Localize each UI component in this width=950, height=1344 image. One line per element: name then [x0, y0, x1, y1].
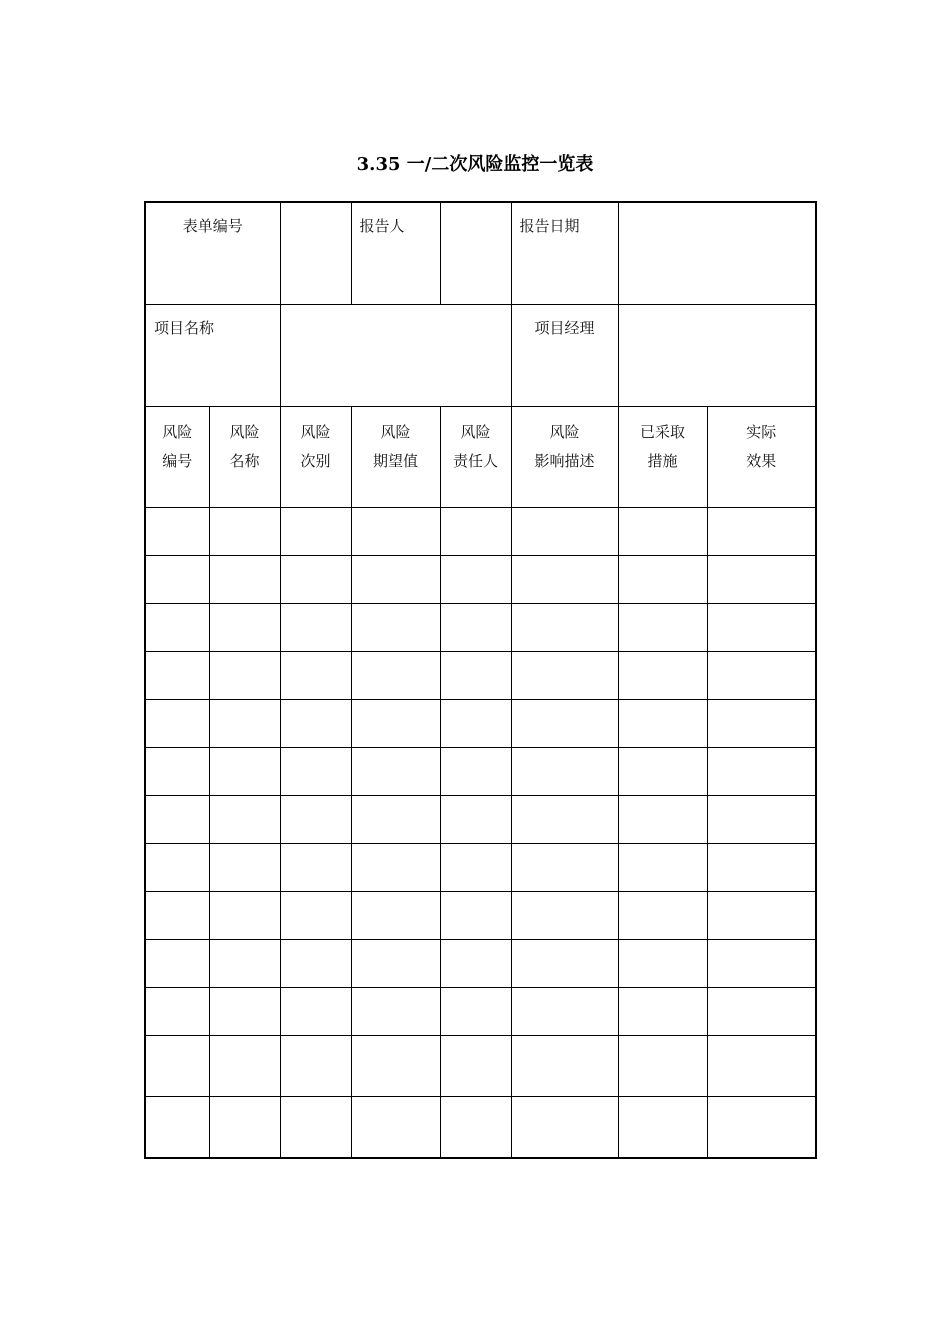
table-cell[interactable]	[440, 748, 511, 796]
data-rows	[145, 508, 816, 1159]
table-cell[interactable]	[618, 652, 707, 700]
table-cell[interactable]	[511, 652, 618, 700]
project-info-row	[145, 305, 816, 407]
table-cell[interactable]	[440, 700, 511, 748]
table-cell[interactable]	[707, 556, 816, 604]
table-cell[interactable]	[618, 604, 707, 652]
table-cell[interactable]	[209, 988, 280, 1036]
table-cell[interactable]	[280, 700, 351, 748]
table-cell[interactable]	[440, 1036, 511, 1097]
table-row	[145, 508, 816, 556]
page-title: 3.35 一/二次风险监控一览表	[356, 154, 594, 175]
table-cell[interactable]	[707, 652, 816, 700]
table-cell[interactable]	[707, 508, 816, 556]
table-cell[interactable]	[280, 844, 351, 892]
table-cell[interactable]	[707, 844, 816, 892]
table-cell[interactable]	[618, 1036, 707, 1097]
table-cell[interactable]	[351, 556, 440, 604]
table-cell[interactable]	[145, 892, 209, 940]
table-cell[interactable]	[145, 604, 209, 652]
table-cell[interactable]	[145, 508, 209, 556]
table-cell[interactable]	[511, 700, 618, 748]
table-cell[interactable]	[209, 508, 280, 556]
table-row	[145, 796, 816, 844]
table-cell[interactable]	[618, 748, 707, 796]
table-cell[interactable]	[145, 748, 209, 796]
table-cell[interactable]	[145, 1036, 209, 1097]
column-header: 风险 期望值	[351, 407, 440, 508]
table-cell[interactable]	[707, 988, 816, 1036]
table-row	[145, 748, 816, 796]
project-manager-field[interactable]	[618, 305, 816, 407]
column-header: 实际 效果	[707, 407, 816, 508]
table-cell[interactable]	[145, 556, 209, 604]
table-cell[interactable]	[618, 1097, 707, 1159]
table-row	[145, 988, 816, 1036]
table-cell[interactable]	[511, 748, 618, 796]
table-cell[interactable]	[351, 892, 440, 940]
table-cell[interactable]	[280, 604, 351, 652]
table-cell[interactable]	[707, 892, 816, 940]
table-cell[interactable]	[511, 940, 618, 988]
column-header: 风险 编号	[145, 407, 209, 508]
table-cell[interactable]	[618, 844, 707, 892]
table-cell[interactable]	[511, 1036, 618, 1097]
project-manager-label: 项目经理	[511, 305, 618, 407]
table-cell[interactable]	[707, 940, 816, 988]
table-cell[interactable]	[280, 652, 351, 700]
table-cell[interactable]	[351, 508, 440, 556]
column-header-row	[145, 407, 816, 508]
table-cell[interactable]	[145, 1097, 209, 1159]
table-cell[interactable]	[209, 844, 280, 892]
table-cell[interactable]	[280, 892, 351, 940]
table-cell[interactable]	[209, 940, 280, 988]
table-cell[interactable]	[280, 556, 351, 604]
table-cell[interactable]	[351, 796, 440, 844]
table-cell[interactable]	[511, 844, 618, 892]
table-cell[interactable]	[440, 796, 511, 844]
table-cell[interactable]	[351, 1036, 440, 1097]
table-cell[interactable]	[440, 556, 511, 604]
table-cell[interactable]	[351, 940, 440, 988]
table-cell[interactable]	[707, 1097, 816, 1159]
table-row	[145, 940, 816, 988]
table-cell[interactable]	[511, 508, 618, 556]
table-cell[interactable]	[618, 796, 707, 844]
reporter-field[interactable]	[440, 202, 511, 305]
table-cell[interactable]	[440, 604, 511, 652]
form-no-label: 表单编号	[145, 202, 280, 305]
table-row	[145, 1097, 816, 1159]
table-cell[interactable]	[618, 556, 707, 604]
form-info-row	[145, 202, 816, 305]
table-cell[interactable]	[145, 844, 209, 892]
table-cell[interactable]	[351, 652, 440, 700]
table-cell[interactable]	[209, 748, 280, 796]
table-cell[interactable]	[145, 940, 209, 988]
table-cell[interactable]	[440, 652, 511, 700]
table-cell[interactable]	[280, 1036, 351, 1097]
table-row	[145, 556, 816, 604]
form-no-field[interactable]	[280, 202, 351, 305]
table-cell[interactable]	[209, 700, 280, 748]
project-name-field[interactable]	[280, 305, 511, 407]
column-header: 风险 次别	[280, 407, 351, 508]
column-header: 风险 影响描述	[511, 407, 618, 508]
table-cell[interactable]	[280, 748, 351, 796]
table-cell[interactable]	[209, 1036, 280, 1097]
column-header: 风险 名称	[209, 407, 280, 508]
column-header: 已采取 措施	[618, 407, 707, 508]
table-cell[interactable]	[511, 892, 618, 940]
table-cell[interactable]	[145, 988, 209, 1036]
table-cell[interactable]	[511, 1097, 618, 1159]
table-cell[interactable]	[209, 796, 280, 844]
column-header: 风险 责任人	[440, 407, 511, 508]
table-cell[interactable]	[351, 604, 440, 652]
table-row	[145, 844, 816, 892]
table-cell[interactable]	[145, 700, 209, 748]
table-row	[145, 892, 816, 940]
table-cell[interactable]	[707, 748, 816, 796]
table-cell[interactable]	[511, 604, 618, 652]
table-cell[interactable]	[209, 604, 280, 652]
table-cell[interactable]	[351, 844, 440, 892]
table-cell[interactable]	[145, 796, 209, 844]
table-cell[interactable]	[280, 940, 351, 988]
table-cell[interactable]	[440, 892, 511, 940]
table-cell[interactable]	[707, 700, 816, 748]
table-cell[interactable]	[209, 652, 280, 700]
table-cell[interactable]	[440, 508, 511, 556]
table-cell[interactable]	[280, 796, 351, 844]
table-cell[interactable]	[618, 940, 707, 988]
table-cell[interactable]	[209, 556, 280, 604]
table-cell[interactable]	[280, 1097, 351, 1159]
table-cell[interactable]	[280, 988, 351, 1036]
table-cell[interactable]	[440, 988, 511, 1036]
table-cell[interactable]	[511, 556, 618, 604]
table-cell[interactable]	[280, 508, 351, 556]
report-date-field[interactable]	[618, 202, 816, 305]
table-cell[interactable]	[440, 1097, 511, 1159]
table-cell[interactable]	[440, 844, 511, 892]
table-cell[interactable]	[707, 796, 816, 844]
reporter-label: 报告人	[351, 202, 440, 305]
risk-monitoring-table	[144, 201, 817, 1159]
table-row	[145, 604, 816, 652]
table-cell[interactable]	[618, 988, 707, 1036]
table-cell[interactable]	[511, 988, 618, 1036]
table-cell[interactable]	[440, 940, 511, 988]
table-cell[interactable]	[707, 1036, 816, 1097]
table-cell[interactable]	[351, 748, 440, 796]
table-cell[interactable]	[145, 652, 209, 700]
table-cell[interactable]	[351, 1097, 440, 1159]
table-row	[145, 700, 816, 748]
table-cell[interactable]	[351, 700, 440, 748]
table-cell[interactable]	[209, 1097, 280, 1159]
table-cell[interactable]	[618, 508, 707, 556]
table-cell[interactable]	[511, 796, 618, 844]
table-cell[interactable]	[209, 892, 280, 940]
table-cell[interactable]	[707, 604, 816, 652]
project-name-label: 项目名称	[145, 305, 280, 407]
report-date-label: 报告日期	[511, 202, 618, 305]
table-row	[145, 652, 816, 700]
table-row	[145, 1036, 816, 1097]
table-cell[interactable]	[351, 988, 440, 1036]
table-cell[interactable]	[618, 892, 707, 940]
table-cell[interactable]	[618, 700, 707, 748]
